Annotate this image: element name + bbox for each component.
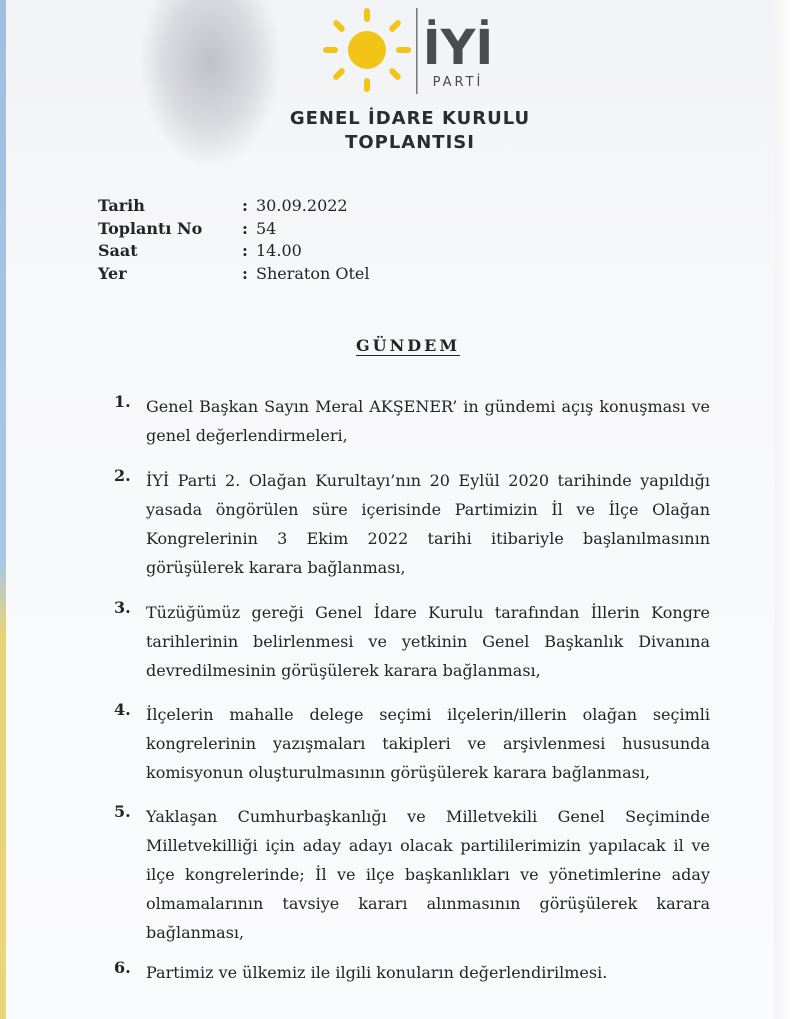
page-edge (0, 0, 6, 1019)
agenda-item-number: 1. (114, 392, 131, 411)
document-title-line2: TOPLANTISI (345, 132, 475, 153)
agenda-item-text: İlçelerin mahalle delege seçimi ilçelerin/illerin olağan seçimli kongrelerinin yazışmaları takipleri ve arşivlenmesi hususunda komisyonun oluşturulmasının görüşülerek karara bağlanması, (146, 705, 710, 782)
agenda-item-text: Partimiz ve ülkemiz ile ilgili konuların değerlendirilmesi. (146, 963, 608, 982)
logo-subtitle-text: PARTİ (432, 75, 484, 90)
meta-value: 14.00 (256, 241, 302, 260)
agenda-item-text: İYİ Parti 2. Olağan Kurultayı’nın 20 Eylül 2020 tarihinde yapıldığı yasada öngörülen süre içerisinde Partimizin İl ve İlçe Olağan Kongrelerinin 3 Ekim 2022 tarihi itibariyle başlanılmasının görüşülerek karara bağlanması, (146, 471, 710, 577)
agenda-heading: GÜNDEM (356, 336, 461, 355)
page-edge-right (774, 0, 790, 1019)
meta-colon: : (242, 219, 248, 238)
iyi-parti-logo (320, 6, 500, 98)
document-title-line1: GENEL İDARE KURULU (289, 108, 531, 129)
agenda-item-number: 6. (114, 958, 131, 977)
meta-colon: : (242, 241, 248, 260)
agenda-item-text: Yaklaşan Cumhurbaşkanlığı ve Milletvekili Genel Seçiminde Milletvekilliği için aday adayı olacak partililerimizin yapılacak il ve ilçe kongrelerinde; İl ve ilçe başkanlıkları ve yönetimlerine aday olmamalarının tavsiye kararı alınmasının görüşülerek karara bağlanması, (146, 807, 710, 942)
sun-icon (323, 8, 411, 92)
agenda-item-text: Tüzüğümüz gereği Genel İdare Kurulu tarafından İllerin Kongre tarihlerinin belirlenmesi ve yetkinin Genel Başkanlık Divanına devredilmesinin görüşülerek karara bağlanması, (146, 603, 710, 680)
agenda-item-number: 2. (114, 466, 131, 485)
meta-value: 30.09.2022 (256, 196, 348, 215)
meta-label: Tarih (98, 196, 145, 215)
meta-label: Toplantı No (98, 219, 203, 238)
logo-brand-text: İYİ (422, 20, 494, 76)
agenda-item-text: Genel Başkan Sayın Meral AKŞENER’ in gündemi açış konuşması ve genel değerlendirmeleri, (146, 397, 710, 445)
agenda-item-number: 4. (114, 700, 131, 719)
meta-value: Sheraton Otel (256, 264, 370, 283)
meta-colon: : (242, 196, 248, 215)
agenda-item-number: 3. (114, 598, 131, 617)
agenda-item-number: 5. (114, 802, 131, 821)
meta-colon: : (242, 264, 248, 283)
meta-label: Saat (98, 241, 138, 260)
meta-label: Yer (98, 264, 127, 283)
meta-value: 54 (256, 219, 277, 238)
